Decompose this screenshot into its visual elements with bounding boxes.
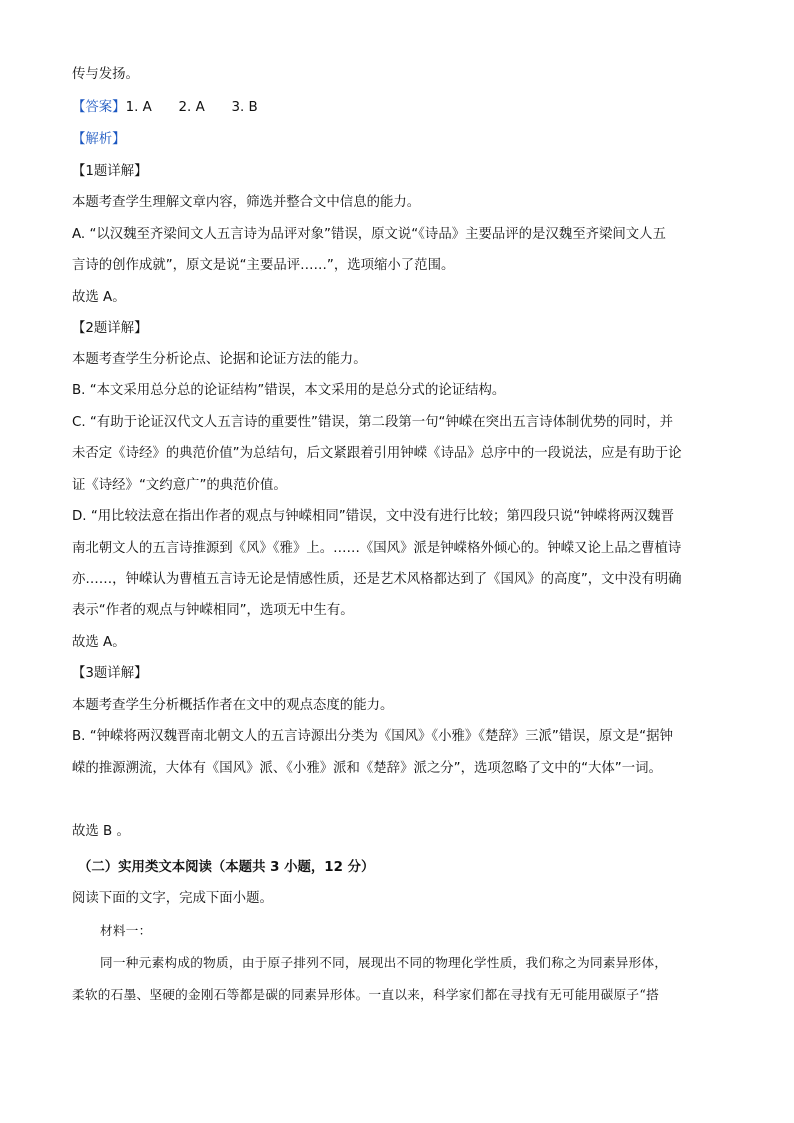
q2-line: 证《诗经》“文约意广”的典范价值。 [72,478,287,493]
answer-line [72,99,722,117]
q2-line: 表示“作者的观点与钟嵘相同”，选项无中生有。 [72,603,354,618]
q2-line: 亦……，钟嵘认为曹植五言诗无论是情感性质，还是艺术风格都达到了《国风》的高度”，文中没有明确 [72,572,682,587]
q3-skill: 本题考查学生分析概括作者在文中的观点态度的能力。 [72,698,394,713]
material-line: 柔软的石墨、坚硬的金刚石等都是碳的同素异形体。一直以来，科学家们都在寻找有无可能用碳原子“搭 [72,987,659,1002]
section-instruction: 阅读下面的文字，完成下面小题。 [72,891,273,906]
q2-line: 未否定《诗经》的典范价值”为总结句，后文紧跟着引用钟嵘《诗品》总序中的一段说法，应是有助于论 [72,446,682,461]
q3-line: B. “钟嵘将两汉魏晋南北朝文人的五言诗源出分类为《国风》《小雅》《楚辞》三派”错误，原文是“据钟 [72,729,673,744]
answer-label: 【答案】 [72,100,126,115]
q3-line: 嵘的推源溯流，大体有《国风》派、《小雅》派和《楚辞》派之分”，选项忽略了文中的“大体”一词。 [72,761,662,776]
q1-heading: 【1题详解】 [72,164,148,179]
q1-skill: 本题考查学生理解文章内容，筛选并整合文中信息的能力。 [72,195,421,210]
q3-heading: 【3题详解】 [72,666,148,681]
q1-line: A. “以汉魏至齐梁间文人五言诗为品评对象”错误，原文说“《诗品》主要品评的是汉魏至齐梁间文人五 [72,227,666,242]
q2-heading: 【2题详解】 [72,321,148,336]
intro-tail: 传与发扬。 [72,67,139,82]
section-title: （二）实用类文本阅读（本题共 3 小题，12 分） [78,860,375,875]
q1-line: 言诗的创作成就”，原文是说“主要品评……”，选项缩小了范围。 [72,258,455,273]
material-label: 材料一： [100,923,152,938]
answer-values: 1. A 2. A 3. B [125,100,258,115]
q2-line: 南北朝文人的五言诗推源到《风》《雅》上。……《国风》派是钟嵘格外倾心的。钟嵘又论上品之曹植诗 [72,541,682,556]
material-line: 同一种元素构成的物质，由于原子排列不同，展现出不同的物理化学性质，我们称之为同素异形体， [100,955,668,970]
q3-choice: 故选 B 。 [72,824,130,839]
q2-choice: 故选 A。 [72,635,126,650]
q2-line: D. “用比较法意在指出作者的观点与钟嵘相同”错误，文中没有进行比较；第四段只说“钟嵘将两汉魏晋 [72,509,675,524]
analysis-label: 【解析】 [72,132,126,147]
q2-line: C. “有助于论证汉代文人五言诗的重要性”错误，第二段第一句“钟嵘在突出五言诗体制优势的同时，并 [72,415,674,430]
q2-line: B. “本文采用总分总的论证结构”错误，本文采用的是总分式的论证结构。 [72,383,506,398]
q2-skill: 本题考查学生分析论点、论据和论证方法的能力。 [72,352,367,367]
q1-choice: 故选 A。 [72,290,126,305]
